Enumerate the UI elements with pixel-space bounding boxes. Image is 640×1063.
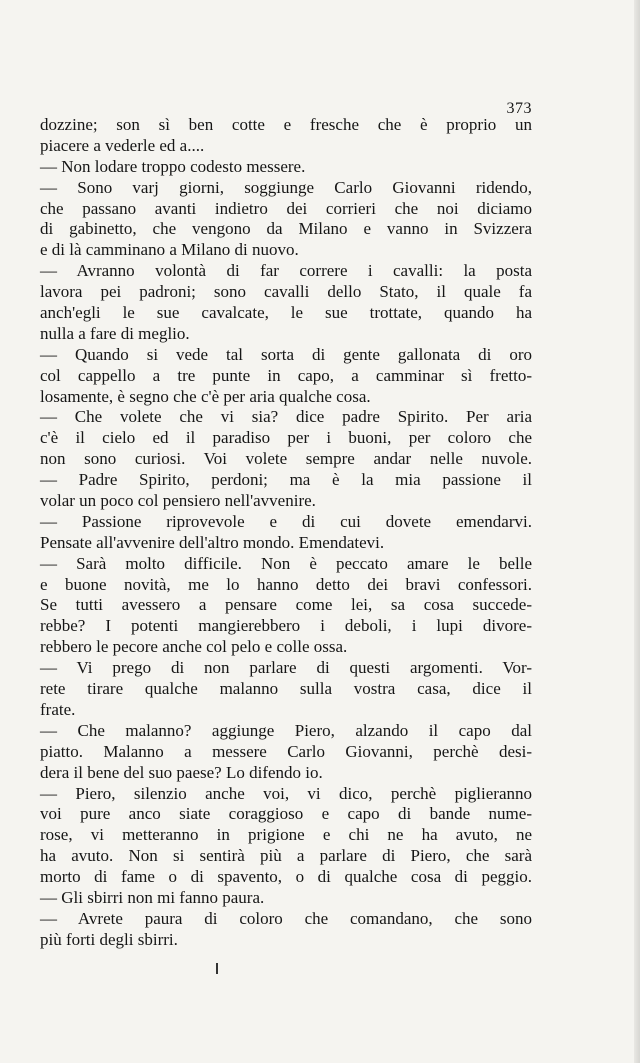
page-number: 373 xyxy=(506,100,532,117)
text-line: — Che volete che vi sia? dice padre Spirito. Per aria xyxy=(40,407,532,427)
body-text xyxy=(40,115,532,951)
text-line: rebbero le pecore anche col pelo e colle ossa. xyxy=(40,637,348,657)
text-line: rebbe? I potenti mangierebbero i deboli, i lupi divore- xyxy=(40,616,532,636)
text-line: che passano avanti indietro dei corrieri che noi diciamo xyxy=(40,198,532,218)
text-line: — Avranno volontà di far correre i cavalli: la posta xyxy=(40,261,532,281)
print-mark xyxy=(216,963,218,974)
text-line: piacere a vederle ed a.... xyxy=(40,135,205,155)
text-line: — Piero, silenzio anche voi, vi dico, perchè piglieranno xyxy=(40,783,532,803)
page-edge-shadow xyxy=(634,0,640,1063)
text-line: Se tutti avessero a pensare come lei, sa cosa succede- xyxy=(40,595,532,615)
text-line: — Avrete paura di coloro che comandano, che sono xyxy=(40,908,532,928)
text-line: morto di fame o di spavento, o di qualche cosa di peggio. xyxy=(40,867,532,887)
text-line: — Che malanno? aggiunge Piero, alzando il capo dal xyxy=(40,720,532,740)
text-line: piatto. Malanno a messere Carlo Giovanni, perchè desi- xyxy=(40,741,532,761)
text-line: nulla a fare di meglio. xyxy=(40,323,190,343)
text-line: e di là camminano a Milano di nuovo. xyxy=(40,240,299,260)
text-line: dozzine; son sì ben cotte e fresche che è proprio un xyxy=(40,115,532,134)
text-line: dera il bene del suo paese? Lo difendo io. xyxy=(40,762,323,782)
text-line: rose, vi metteranno in prigione e chi ne ha avuto, ne xyxy=(40,825,532,845)
text-line: — Non lodare troppo codesto messere. xyxy=(40,156,306,176)
text-line: Pensate all'avvenire dell'altro mondo. Emendatevi. xyxy=(40,532,385,552)
text-line: non sono curiosi. Voi volete sempre andar nelle nuvole. xyxy=(40,449,532,469)
text-line: col cappello a tre punte in capo, a camminar sì fretto- xyxy=(40,365,532,385)
text-line: rete tirare qualche malanno sulla vostra casa, dice il xyxy=(40,679,532,699)
text-line: — Passione riprovevole e di cui dovete emendarvi. xyxy=(40,511,532,531)
text-line: anch'egli le sue cavalcate, le sue trottate, quando ha xyxy=(40,303,532,323)
text-line: volar un poco col pensiero nell'avvenire. xyxy=(40,491,316,511)
text-line: — Quando si vede tal sorta di gente gallonata di oro xyxy=(40,344,532,364)
text-line: — Padre Spirito, perdoni; ma è la mia passione il xyxy=(40,470,532,490)
text-line: ha avuto. Non si sentirà più a parlare di Piero, che sarà xyxy=(40,846,532,866)
text-line: frate. xyxy=(40,699,76,719)
text-line: c'è il cielo ed il paradiso per i buoni, per coloro che xyxy=(40,428,532,448)
text-line: — Sono varj giorni, soggiunge Carlo Giovanni ridendo, xyxy=(40,177,532,197)
text-line: lavora pei padroni; sono cavalli dello Stato, il quale fa xyxy=(40,282,532,302)
text-line: più forti degli sbirri. xyxy=(40,929,178,949)
text-line: — Sarà molto difficile. Non è peccato amare le belle xyxy=(40,553,532,573)
text-line: — Gli sbirri non mi fanno paura. xyxy=(40,887,265,907)
text-line: e buone novità, me lo hanno detto dei bravi confessori. xyxy=(40,574,532,594)
text-line: di gabinetto, che vengono da Milano e vanno in Svizzera xyxy=(40,219,532,239)
text-line: losamente, è segno che c'è per aria qualche cosa. xyxy=(40,386,371,406)
text-line: — Vi prego di non parlare di questi argomenti. Vor- xyxy=(40,658,532,678)
text-line: voi pure anco siate coraggioso e capo di bande nume- xyxy=(40,804,532,824)
